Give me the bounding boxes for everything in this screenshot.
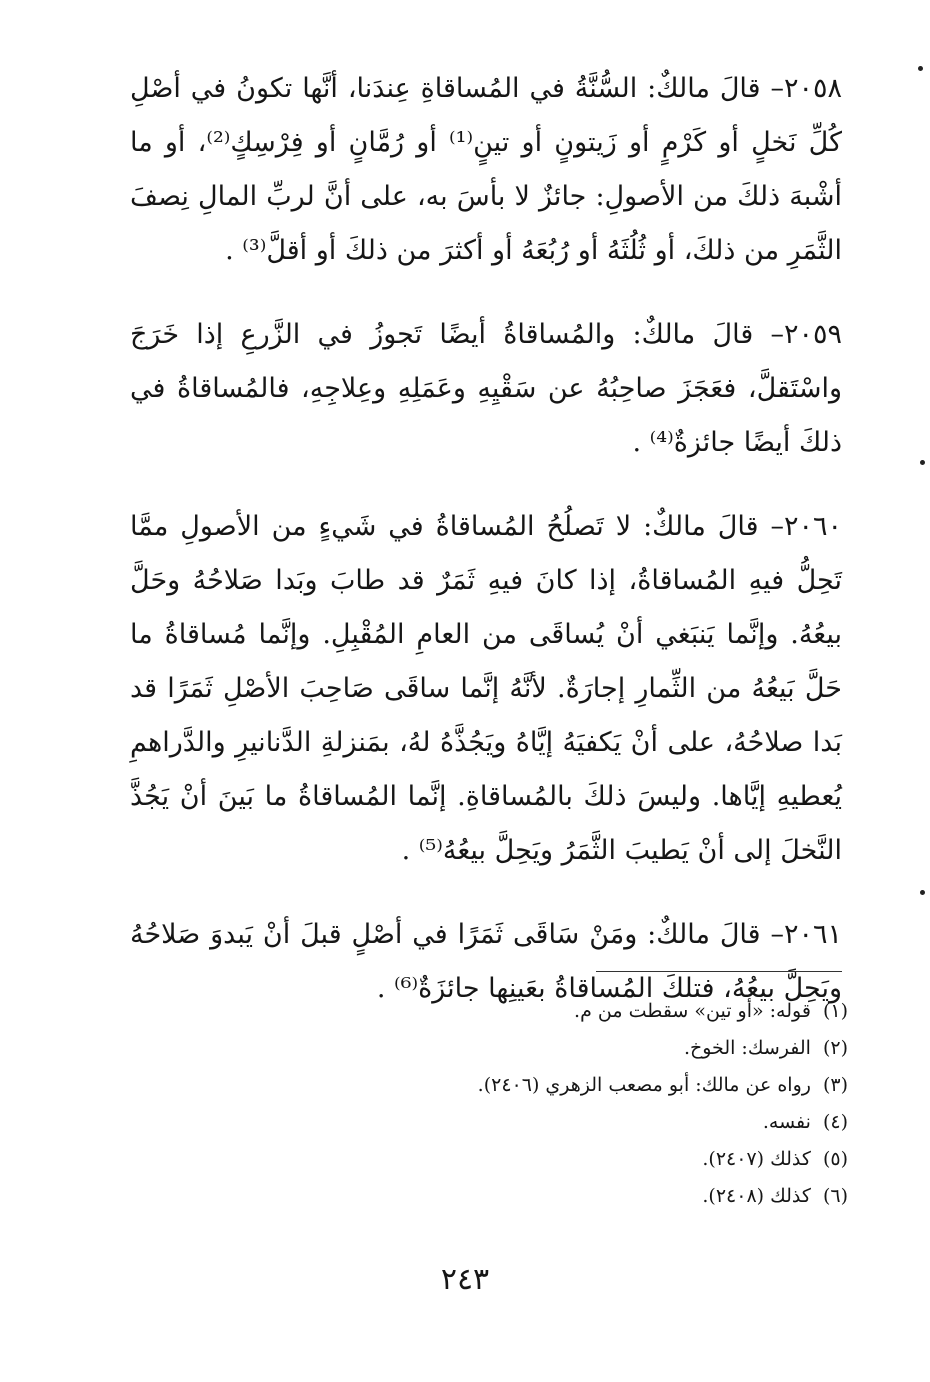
- footnote-text: نفسه.: [762, 1111, 811, 1133]
- footnote-5: [148, 1141, 848, 1178]
- footnote-separator: [596, 971, 842, 972]
- footnote-text: الفرسك: الخوخ.: [683, 1037, 811, 1059]
- footnote-6: [148, 1178, 848, 1215]
- paragraph-2058: ٢٠٥٨– قالَ مالكٌ: السُّنَّةُ في المُساقاةِ عِندَنا، أنَّها تكونُ في أصْلِ كُلِّ نَخلٍ أو كَرْمٍ أو زَيتونٍ أو تينٍ⁽¹⁾ أو رُمَّانٍ أو فِرْسِكٍ⁽²⁾، أو ما أشْبهَ ذلكَ من الأصولِ: جائزٌ لا بأسَ به، على أنَّ لربِّ المالِ نِصفَ الثَّمَرِ من ذلكَ، أو ثُلُثَهُ أو رُبُعَهُ أو أكثرَ من ذلكَ أو أقلَّ⁽³⁾ .: [130, 73, 842, 266]
- footnote-3: [148, 1067, 848, 1104]
- footnote-number: (٦): [822, 1185, 848, 1207]
- footnote-text: كذلك (٢٤٠٨).: [702, 1185, 811, 1207]
- page-number: ٢٤٣: [440, 1262, 490, 1297]
- footnote-text: كذلك (٢٤٠٧).: [702, 1148, 811, 1170]
- paragraph-2059: ٢٠٥٩– قالَ مالكٌ: والمُساقاةُ أيضًا تَجوزُ في الزَّرعِ إذا خَرَجَ واسْتَقلَّ، فعَجَزَ صاحِبُهُ عن سَقْيِهِ وعَمَلِهِ وعِلاجِهِ، فالمُساقاةُ في ذلكَ أيضًا جائزةٌ⁽⁴⁾ .: [130, 319, 842, 458]
- footnote-number: (١): [822, 1000, 848, 1022]
- footnote-text: قوله: «أو تين» سقطت من م.: [574, 1000, 811, 1022]
- footnotes: [148, 993, 848, 1215]
- paragraph-2061: ٢٠٦١– قالَ مالكٌ: ومَنْ سَاقَى ثَمَرًا في أصْلٍ قبلَ أنْ يَبدوَ صَلاحُهُ ويَحِلَّ بيعُهُ، فتلكَ المُساقاةُ بعَينِها جائزَةٌ⁽⁶⁾ .: [130, 919, 842, 1004]
- footnote-number: (٤): [822, 1111, 848, 1133]
- footnote-2: [148, 1030, 848, 1067]
- footnote-4: [148, 1104, 848, 1141]
- scan-speck: [920, 460, 925, 465]
- main-text: [130, 62, 842, 1046]
- scan-speck: [920, 890, 925, 895]
- footnote-1: [148, 993, 848, 1030]
- footnote-number: (٥): [822, 1148, 848, 1170]
- footnote-number: (٢): [822, 1037, 848, 1059]
- paragraph-2060: ٢٠٦٠– قالَ مالكٌ: لا تَصلُحُ المُساقاةُ في شَيءٍ من الأصولِ ممَّا تَحِلُّ فيهِ المُساقاةُ، إذا كانَ فيهِ ثَمَرٌ قد طابَ وبَدا صَلاحُهُ وحَلَّ بيعُهُ. وإنَّما يَنبَغي أنْ يُساقَى من العامِ المُقْبِلِ. وإنَّما مُساقاةُ ما حَلَّ بَيعُهُ من الثِّمارِ إجارَةٌ. لأنَّهُ إنَّما ساقَى صَاحِبَ الأصْلِ ثَمَرًا قد بَدا صلاحُهُ، على أنْ يَكفيَهُ إيَّاهُ ويَجُذَّهُ لهُ، بمَنزلةِ الدَّنانيرِ والدَّراهمِ يُعطيهِ إيَّاها. وليسَ ذلكَ بالمُساقاةِ. إنَّما المُساقاةُ ما بَينَ أنْ يَجُذَّ النَّخلَ إلى أنْ يَطيبَ الثَّمَرُ ويَحِلَّ بيعُهُ⁽⁵⁾ .: [130, 511, 842, 866]
- footnote-text: رواه عن مالك: أبو مصعب الزهري (٢٤٠٦).: [477, 1074, 811, 1096]
- scan-speck: [918, 66, 923, 71]
- footnote-number: (٣): [822, 1074, 848, 1096]
